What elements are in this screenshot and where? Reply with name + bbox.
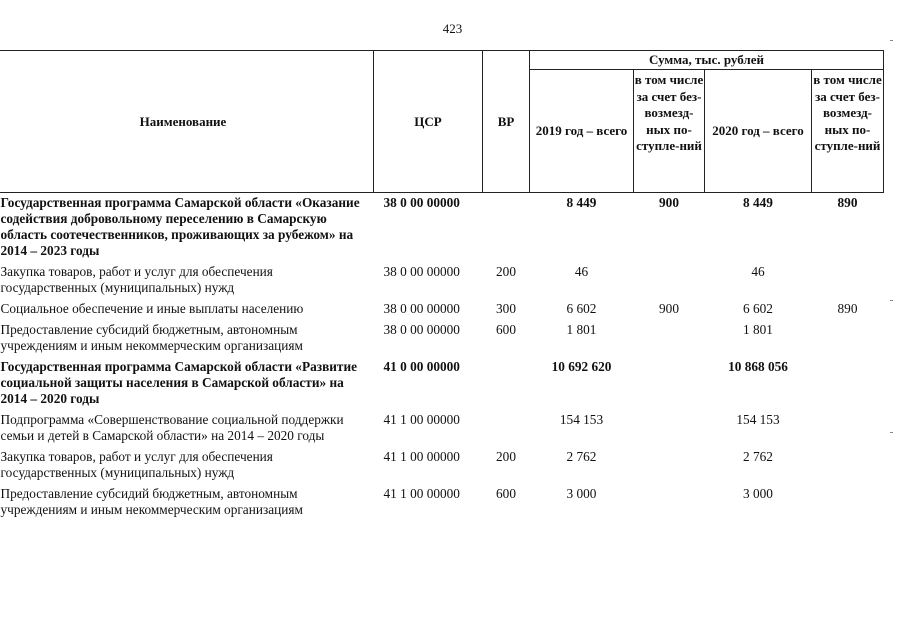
- row-2020: 154 153: [736, 412, 780, 427]
- header-sum-title: Сумма, тыс. рублей: [530, 51, 884, 70]
- row-2020-incl: [812, 259, 884, 296]
- header-2019-incl: в том числе за счет без-возмезд-ных по-ступле-ний: [634, 70, 705, 193]
- row-name: Подпрограмма «Совершенствование социальной поддержки семьи и детей в Самарской области» на 2014 – 2020 годы: [0, 412, 344, 443]
- row-2019-incl: [634, 444, 705, 481]
- row-csr: 41 1 00 00000: [383, 449, 460, 464]
- scan-mark: [890, 432, 893, 433]
- row-2020: 46: [751, 264, 765, 279]
- row-2020: 6 602: [743, 301, 773, 316]
- row-name: Социальное обеспечение и иные выплаты населению: [0, 301, 304, 316]
- header-2019-total: 2019 год – всего: [530, 70, 634, 193]
- row-name: Предоставление субсидий бюджетным, автономным учреждениям и иным некоммерческим организациям: [0, 322, 303, 353]
- table-header: [0, 51, 884, 193]
- row-2020-incl: [812, 354, 884, 407]
- row-name: Государственная программа Самарской области «Развитие социальной защиты населения в Самарской области» на 2014 – 2020 годы: [0, 359, 358, 406]
- row-vr: 600: [496, 486, 516, 501]
- row-name: Закупка товаров, работ и услуг для обеспечения государственных (муниципальных) нужд: [0, 264, 273, 295]
- table-row: [0, 317, 884, 354]
- row-name: Закупка товаров, работ и услуг для обеспечения государственных (муниципальных) нужд: [0, 449, 273, 480]
- row-vr: [483, 407, 530, 444]
- row-2019: 3 000: [566, 486, 597, 501]
- row-vr: [483, 193, 530, 260]
- row-vr: 300: [496, 301, 516, 316]
- row-name: Предоставление субсидий бюджетным, автономным учреждениям и иным некоммерческим организациям: [0, 486, 303, 517]
- row-csr: 41 1 00 00000: [383, 412, 460, 427]
- row-2019: 10 692 620: [551, 359, 612, 374]
- header-vr: ВР: [483, 51, 530, 193]
- row-2020-incl: [812, 444, 884, 481]
- row-2019-incl: [634, 481, 705, 518]
- scan-mark: [890, 300, 893, 301]
- row-csr: 41 1 00 00000: [383, 486, 460, 501]
- table-row: [0, 354, 884, 407]
- row-2019: 6 602: [566, 301, 597, 316]
- scan-mark: [890, 40, 893, 41]
- row-csr: 38 0 00 00000: [383, 301, 460, 316]
- row-2020-incl: [812, 481, 884, 518]
- row-2019: 154 153: [559, 412, 604, 427]
- row-2019-incl: 900: [659, 301, 679, 316]
- row-vr: 200: [496, 264, 516, 279]
- row-2019-incl: [634, 259, 705, 296]
- row-2019: 8 449: [566, 195, 597, 210]
- budget-table: [0, 50, 884, 518]
- table-row: [0, 444, 884, 481]
- table-row: [0, 296, 884, 317]
- header-2020-total: 2020 год – всего: [705, 70, 812, 193]
- row-2019: 46: [574, 264, 589, 279]
- header-name: Наименование: [0, 51, 374, 193]
- row-2020-incl: 890: [837, 195, 858, 210]
- row-2020: 2 762: [743, 449, 773, 464]
- row-csr: 38 0 00 00000: [383, 195, 460, 210]
- row-2020-incl: [812, 317, 884, 354]
- row-2019-incl: [634, 407, 705, 444]
- table-row: [0, 481, 884, 518]
- row-2020-incl: 890: [837, 301, 858, 316]
- row-2020-incl: [812, 407, 884, 444]
- row-csr: 38 0 00 00000: [383, 264, 460, 279]
- row-vr: 200: [496, 449, 516, 464]
- row-2020: 10 868 056: [728, 359, 788, 374]
- header-csr: ЦСР: [374, 51, 483, 193]
- row-2019: 1 801: [566, 322, 597, 337]
- table-row: [0, 193, 884, 260]
- row-2019-incl: [634, 317, 705, 354]
- row-name: Государственная программа Самарской области «Оказание содействия добровольному переселению в Самарскую область соотечественников, проживающих за рубежом» на 2014 – 2023 годы: [0, 195, 360, 258]
- row-vr: 600: [496, 322, 516, 337]
- page-number: 423: [442, 21, 463, 36]
- row-2020: 3 000: [743, 486, 773, 501]
- row-2019-incl: 900: [659, 195, 679, 210]
- row-2019: 2 762: [566, 449, 597, 464]
- header-2020-incl: в том числе за счет без-возмезд-ных по-ступле-ний: [812, 70, 884, 193]
- table-row: [0, 259, 884, 296]
- row-2019-incl: [634, 354, 705, 407]
- row-csr: 38 0 00 00000: [383, 322, 460, 337]
- row-vr: [483, 354, 530, 407]
- table-row: [0, 407, 884, 444]
- row-csr: 41 0 00 00000: [383, 359, 460, 374]
- table-body: [0, 193, 884, 519]
- row-2020: 8 449: [743, 195, 773, 210]
- row-2020: 1 801: [743, 322, 773, 337]
